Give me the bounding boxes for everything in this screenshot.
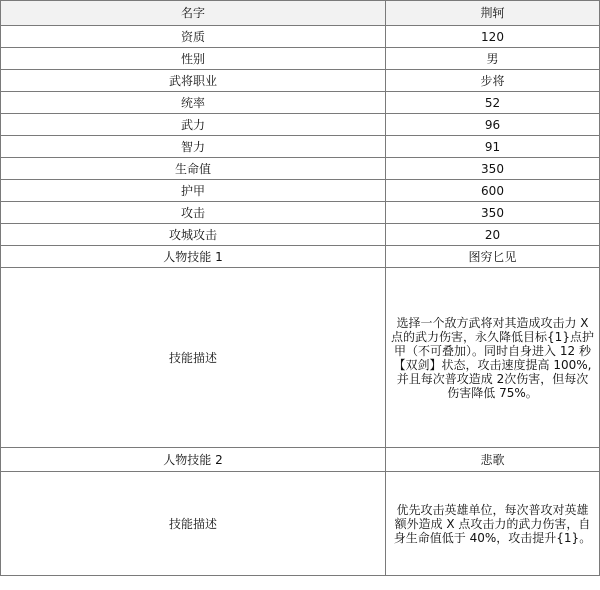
row-label: 统率 <box>1 92 386 114</box>
table-row <box>1 448 600 472</box>
table-row <box>1 158 600 180</box>
skill1-line: 伤害降低 75%。 <box>447 385 538 400</box>
skill1-line: 并且每次普攻造成 2次伤害，但每次 <box>396 371 589 386</box>
row-value: 悲歌 <box>386 448 600 472</box>
table-row <box>1 136 600 158</box>
skill1-line: 甲（不可叠加）。同时自身进入 12 秒 <box>394 343 591 358</box>
row-label: 人物技能 1 <box>1 246 386 268</box>
skill1-line: 选择一个敌方武将对其造成攻击力 X <box>396 315 589 330</box>
table-row <box>1 224 600 246</box>
table-row <box>1 26 600 48</box>
row-value: 96 <box>386 114 600 136</box>
table-row <box>1 246 600 268</box>
row-value: 男 <box>386 48 600 70</box>
row-label: 武力 <box>1 114 386 136</box>
row-value: 91 <box>386 136 600 158</box>
skill2-description-text <box>386 472 600 576</box>
skill2-line: 优先攻击英雄单位，每次普攻对英雄 <box>396 502 589 517</box>
row-value: 图穷匕见 <box>386 246 600 268</box>
table-row <box>1 92 600 114</box>
row-value: 步将 <box>386 70 600 92</box>
table-row <box>1 70 600 92</box>
row-label: 生命值 <box>1 158 386 180</box>
table-row <box>1 180 600 202</box>
table-row <box>1 48 600 70</box>
row-label: 名字 <box>1 1 386 26</box>
row-label: 攻城攻击 <box>1 224 386 246</box>
skill1-description-label: 技能描述 <box>1 268 386 448</box>
row-value: 荆轲 <box>386 1 600 26</box>
skill1-description-row <box>1 268 600 448</box>
skill1-description-text <box>386 268 600 448</box>
row-label: 人物技能 2 <box>1 448 386 472</box>
skill2-line: 身生命值低于 40%，攻击提升{1}。 <box>393 530 592 545</box>
skill2-description-row <box>1 472 600 576</box>
skill2-line: 额外造成 X 点攻击力的武力伤害，自 <box>394 516 591 531</box>
row-value: 20 <box>386 224 600 246</box>
skill1-line: 点的武力伤害，永久降低目标{1}点护 <box>391 329 594 344</box>
row-label: 性别 <box>1 48 386 70</box>
table-row <box>1 202 600 224</box>
row-label: 护甲 <box>1 180 386 202</box>
row-label: 攻击 <box>1 202 386 224</box>
row-value: 350 <box>386 202 600 224</box>
row-label: 资质 <box>1 26 386 48</box>
table-row <box>1 114 600 136</box>
table-row <box>1 1 600 26</box>
row-value: 120 <box>386 26 600 48</box>
skill1-line: 【双剑】状态，攻击速度提高 100%, <box>393 357 592 372</box>
row-label: 武将职业 <box>1 70 386 92</box>
row-label: 智力 <box>1 136 386 158</box>
row-value: 600 <box>386 180 600 202</box>
row-value: 350 <box>386 158 600 180</box>
row-value: 52 <box>386 92 600 114</box>
skill2-description-label: 技能描述 <box>1 472 386 576</box>
